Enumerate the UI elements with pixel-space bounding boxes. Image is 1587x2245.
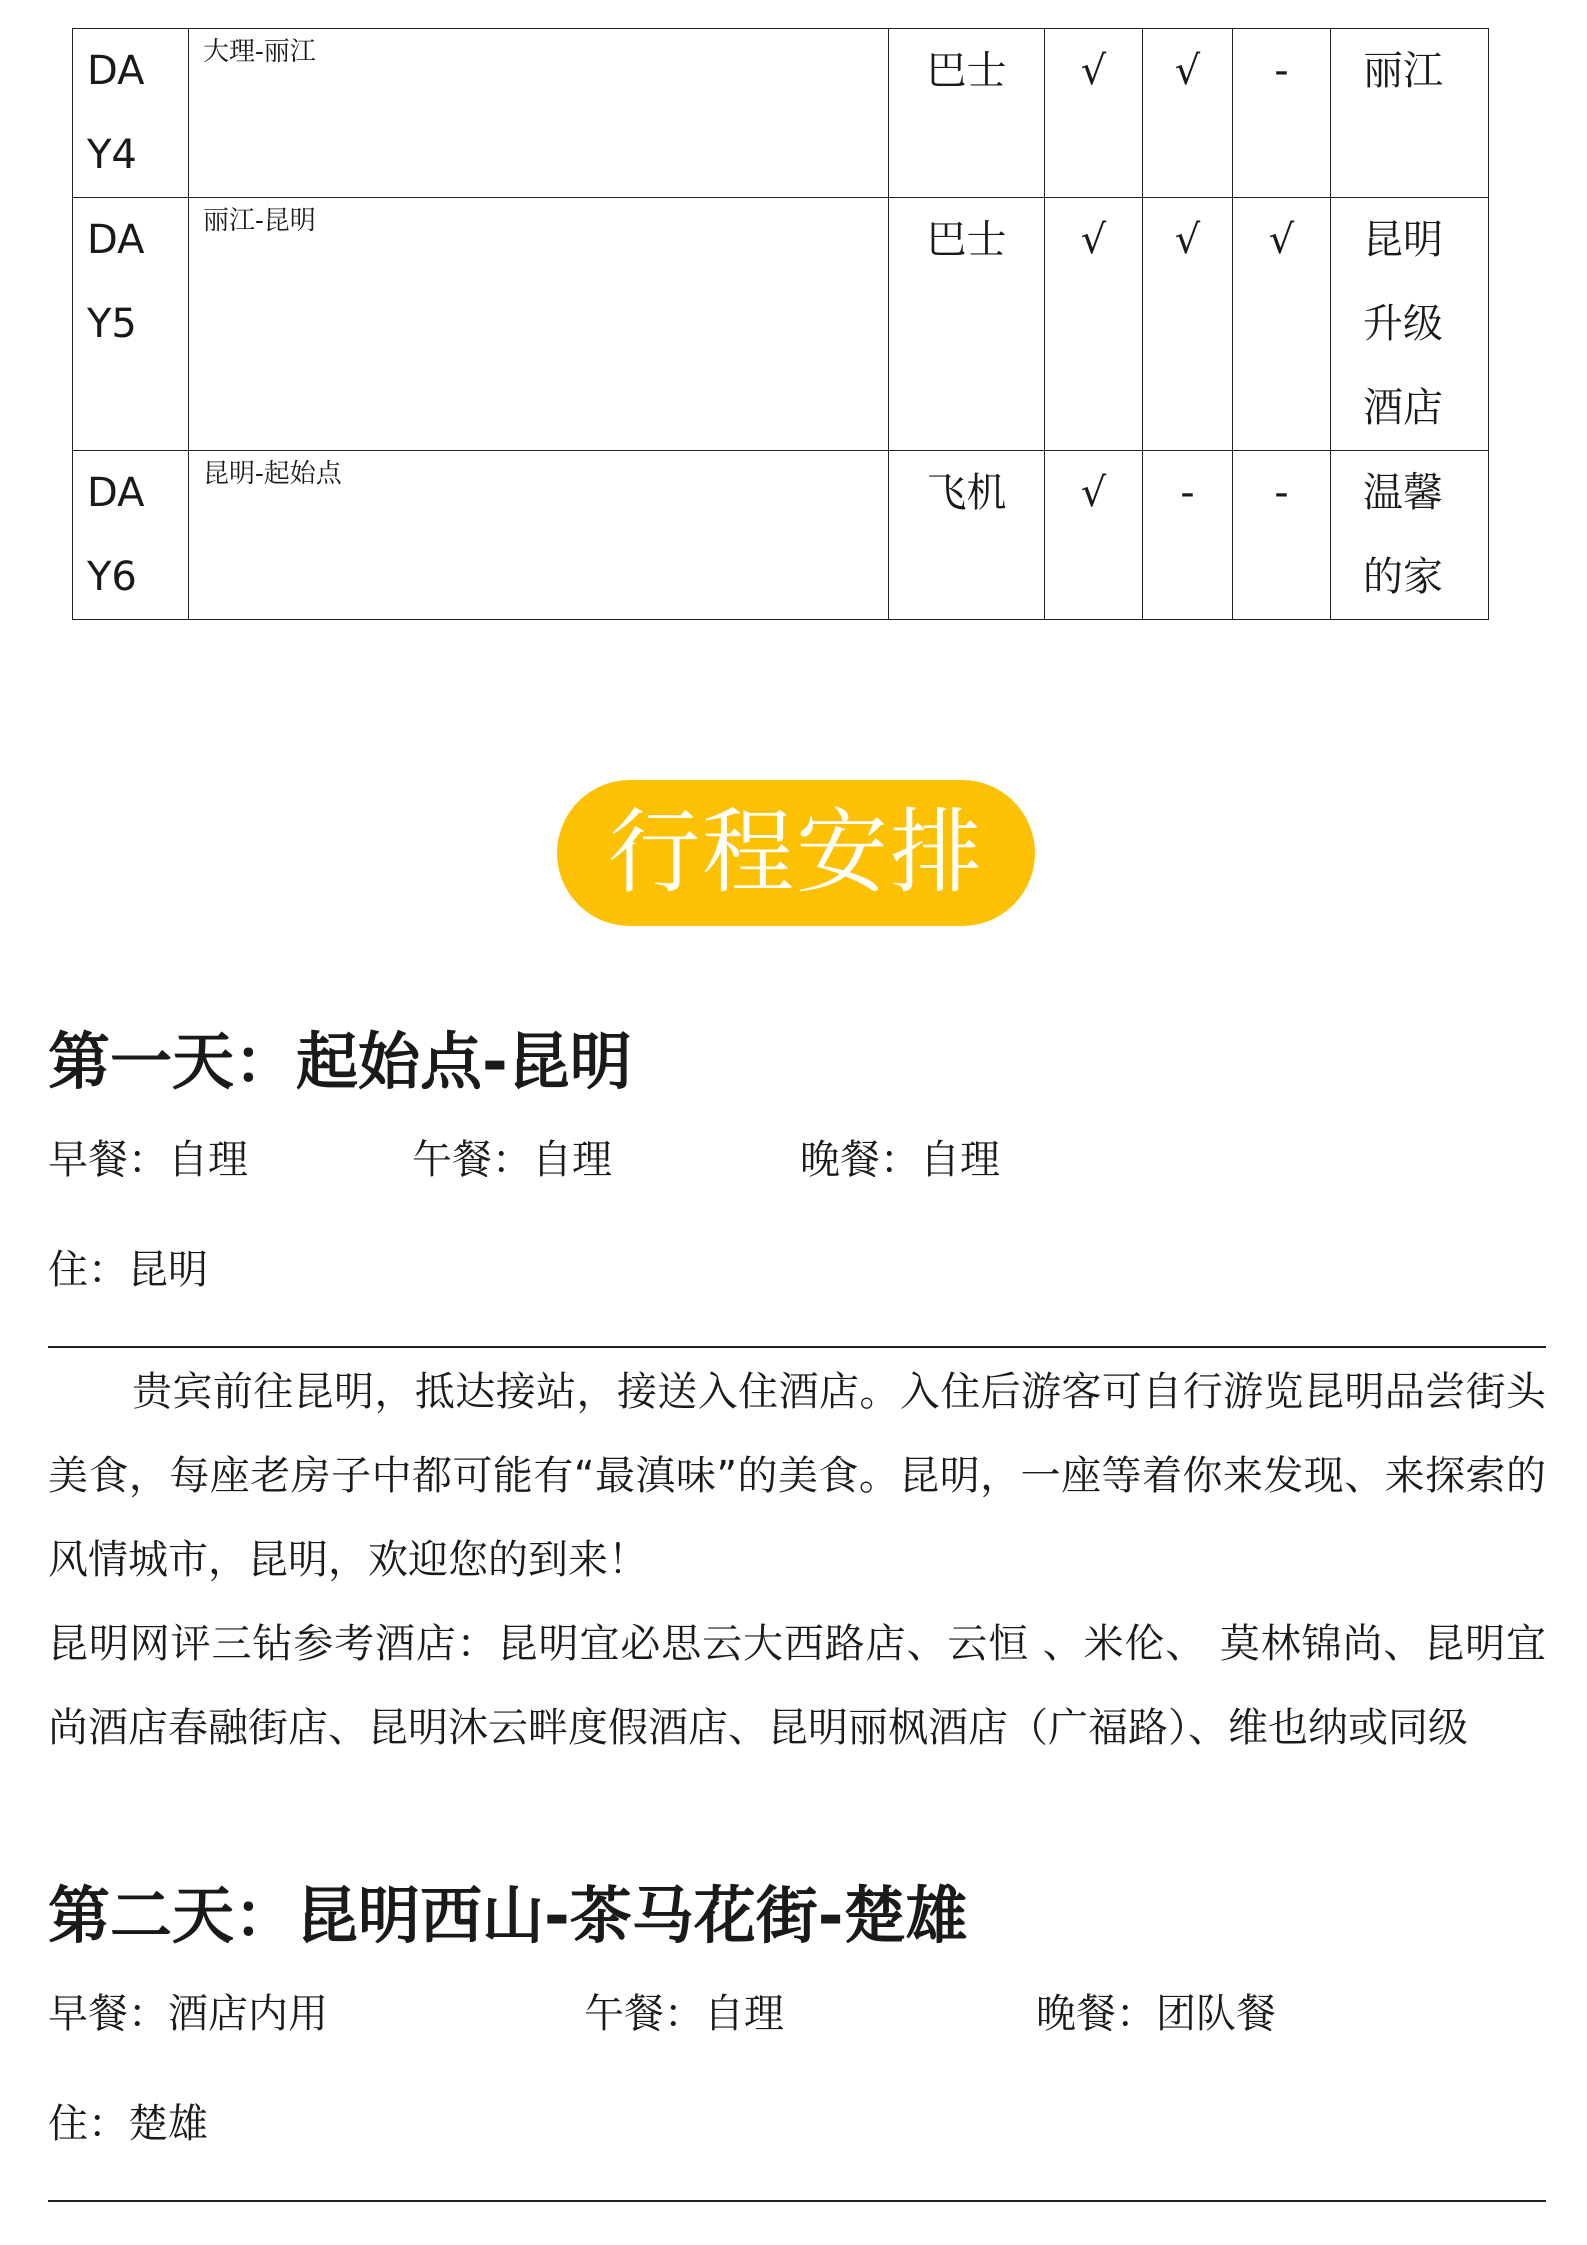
route-cell: 昆明-起始点 [189, 451, 889, 620]
day1-breakfast: 早餐：自理 [48, 1137, 248, 1183]
dinner-cell: - [1233, 451, 1331, 620]
day2-stay: 住：楚雄 [48, 2101, 208, 2147]
day1-lunch: 午餐：自理 [412, 1137, 612, 1183]
day2-title: 第二天：昆明西山-茶马花街-楚雄 [48, 1879, 968, 1952]
day1-description: 贵宾前往昆明，抵达接站，接送入住酒店。入住后游客可自行游览昆明品尝街头美食，每座老房子中都可能有“最滇味”的美食。昆明，一座等着你来发现、来探索的风情城市，昆明，欢迎您的到来！ [48, 1369, 1546, 1583]
day-cell: DA Y6 [73, 451, 189, 620]
stay-cell: 昆明 升级 酒店 [1331, 198, 1489, 451]
day1-dinner: 晚餐：自理 [800, 1137, 1000, 1183]
divider [48, 1346, 1546, 1348]
transport-cell: 巴士 [889, 29, 1045, 198]
transport-cell: 巴士 [889, 198, 1045, 451]
stay-cell: 温馨 的家 [1331, 451, 1489, 620]
day2-lunch: 午餐：自理 [584, 1991, 784, 2037]
breakfast-cell: √ [1045, 451, 1143, 620]
breakfast-cell: √ [1045, 198, 1143, 451]
lunch-cell: √ [1143, 198, 1233, 451]
day-cell: DA Y5 [73, 198, 189, 451]
day2-dinner: 晚餐：团队餐 [1036, 1991, 1276, 2037]
route-cell: 大理-丽江 [189, 29, 889, 198]
breakfast-cell: √ [1045, 29, 1143, 198]
day1-content [48, 1350, 1546, 1770]
section-badge: 行程安排 [557, 780, 1035, 926]
day2-breakfast: 早餐：酒店内用 [48, 1991, 328, 2037]
route-cell: 丽江-昆明 [189, 198, 889, 451]
day1-stay: 住：昆明 [48, 1247, 208, 1293]
day-cell: DA Y4 [73, 29, 189, 198]
itinerary-table [72, 28, 1489, 620]
dinner-cell: √ [1233, 198, 1331, 451]
table-row [73, 451, 1489, 620]
divider [48, 2200, 1546, 2202]
lunch-cell: - [1143, 451, 1233, 620]
day1-title: 第一天：起始点-昆明 [48, 1025, 632, 1098]
day1-hotels: 昆明网评三钻参考酒店：昆明宜必思云大西路店、云恒 、米伦、 莫林锦尚、昆明宜尚酒店春融街店、昆明沐云畔度假酒店、昆明丽枫酒店（广福路）、维也纳或同级 [48, 1621, 1546, 1751]
transport-cell: 飞机 [889, 451, 1045, 620]
table-row [73, 198, 1489, 451]
stay-cell: 丽江 [1331, 29, 1489, 198]
table-row [73, 29, 1489, 198]
dinner-cell: - [1233, 29, 1331, 198]
lunch-cell: √ [1143, 29, 1233, 198]
